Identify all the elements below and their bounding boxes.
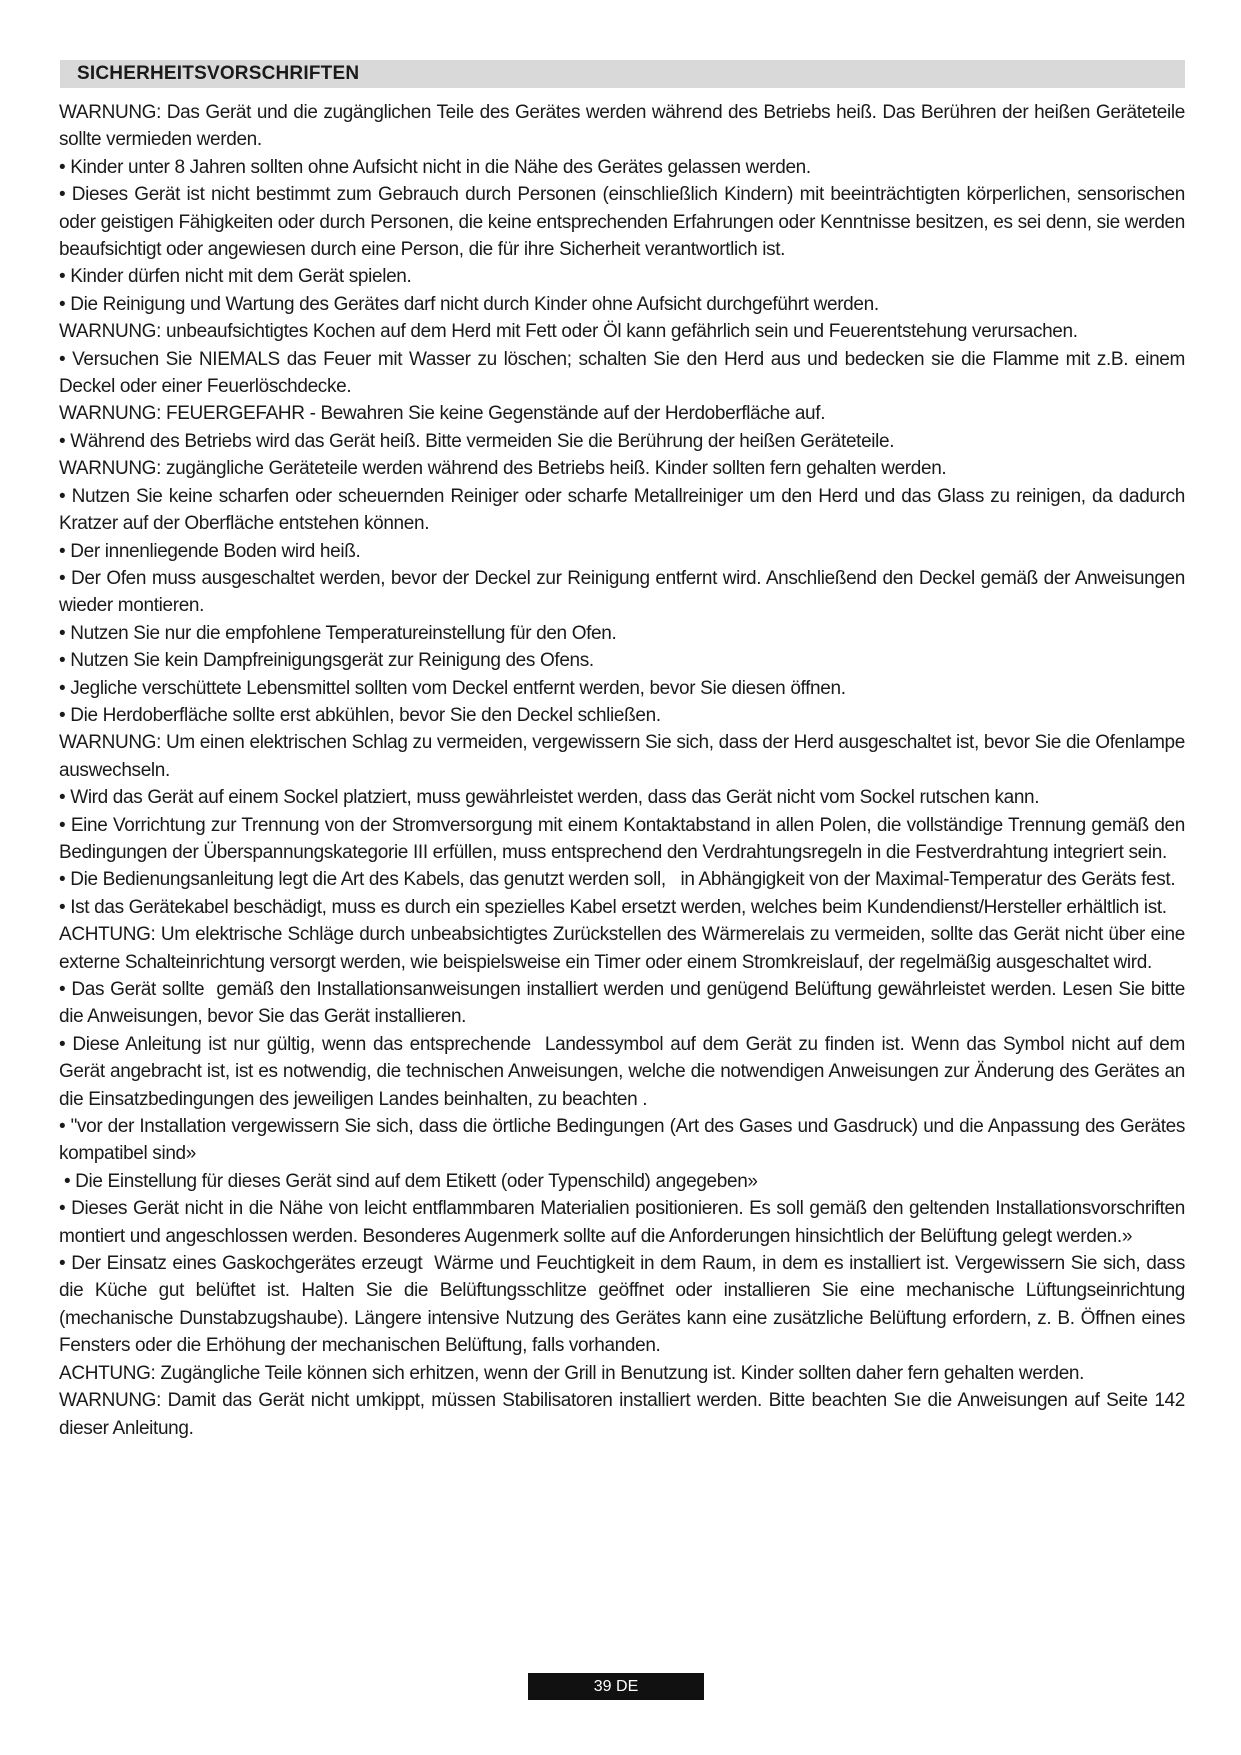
section-title: SICHERHEITSVORSCHRIFTEN	[60, 60, 1185, 88]
paragraph: • Dieses Gerät nicht in die Nähe von leicht entflammbaren Materialien positionieren. Es soll gemäß den geltenden Installationsvorschriften montiert und angeschlossen werden. Besonderes Augenmerk sollte auf die Anforderungen hinsichtlich der Belüftung gelegt werden.»	[59, 1198, 1190, 1247]
paragraph: • Die Reinigung und Wartung des Gerätes darf nicht durch Kinder ohne Aufsicht durchgeführt werden.	[59, 293, 879, 315]
paragraph: • Nutzen Sie nur die empfohlene Temperatureinstellung für den Ofen.	[59, 622, 617, 644]
paragraph: WARNUNG: Das Gerät und die zugänglichen Teile des Gerätes werden während des Betriebs heiß. Das Berühren der heißen Geräteteile sollte vermieden werden.	[59, 102, 1190, 151]
paragraph: • Nutzen Sie keine scharfen oder scheuernden Reiniger oder scharfe Metallreiniger um den Herd und das Glass zu reinigen, da dadurch Kratzer auf der Oberfläche entstehen können.	[59, 485, 1190, 535]
paragraph: WARNUNG: Damit das Gerät nicht umkippt, müssen Stabilisatoren installiert werden. Bitte beachten Sıe die Anweisungen auf Seite 142 dieser Anleitung.	[59, 1390, 1190, 1439]
paragraph: ACHTUNG: Zugängliche Teile können sich erhitzen, wenn der Grill in Benutzung ist. Kinder sollten daher fern gehalten werden.	[59, 1362, 1085, 1384]
paragraph: • Der Ofen muss ausgeschaltet werden, bevor der Deckel zur Reinigung entfernt wird. Anschließend den Deckel gemäß der Anweisungen wieder montieren.	[59, 567, 1190, 617]
paragraph: • Kinder dürfen nicht mit dem Gerät spielen.	[59, 266, 412, 288]
paragraph: • Der innenliegende Boden wird heiß.	[59, 540, 361, 562]
paragraph: • Dieses Gerät ist nicht bestimmt zum Gebrauch durch Personen (einschließlich Kindern) mit beeinträchtigten körperlichen, sensorischen oder geistigen Fähigkeiten oder durch Personen, die keine entsprechenden Erfahrungen oder Kenntnisse besitzen, es sei denn, sie werden beaufsichtigt oder angewiesen durch eine Person, die für ihre Sicherheit verantwortlich ist.	[59, 184, 1190, 261]
paragraph: • Wird das Gerät auf einem Sockel platziert, muss gewährleistet werden, dass das Gerät nicht vom Sockel rutschen kann.	[59, 787, 1040, 809]
paragraph: WARNUNG: unbeaufsichtigtes Kochen auf dem Herd mit Fett oder Öl kann gefährlich sein und Feuerentstehung verursachen.	[59, 321, 1078, 343]
paragraph: • Versuchen Sie NIEMALS das Feuer mit Wasser zu löschen; schalten Sie den Herd aus und bedecken sie die Flamme mit z.B. einem Deckel oder einer Feuerlöschdecke.	[59, 348, 1190, 398]
paragraph: • "vor der Installation vergewissern Sie sich, dass die örtliche Bedingungen (Art des Gases und Gasdruck) und die Anpassung des Gerätes kompatibel sind»	[59, 1116, 1190, 1165]
paragraph: • Nutzen Sie kein Dampfreinigungsgerät zur Reinigung des Ofens.	[59, 650, 594, 672]
paragraph: • Die Herdoberfläche sollte erst abkühlen, bevor Sie den Deckel schließen.	[59, 704, 661, 726]
paragraph: • Diese Anleitung ist nur gültig, wenn das entsprechende Landessymbol auf dem Gerät zu finden ist. Wenn das Symbol nicht auf dem Gerät angebracht ist, ist es notwendig, die technischen Anweisungen, welche die notwendigen Anweisungen zur Änderung des Gerätes an die Einsatzbedingungen des jeweiligen Landes beinhalten, zu beachten .	[59, 1033, 1190, 1110]
paragraph: • Die Bedienungsanleitung legt die Art des Kabels, das genutzt werden soll, in Abhängigkeit von der Maximal-Temperatur des Geräts fest.	[59, 869, 1176, 891]
page-number: 39 DE	[528, 1673, 704, 1700]
paragraph: WARNUNG: Um einen elektrischen Schlag zu vermeiden, vergewissern Sie sich, dass der Herd ausgeschaltet ist, bevor Sie die Ofenlampe auswechseln.	[59, 732, 1190, 781]
paragraph: WARNUNG: zugängliche Geräteteile werden während des Betriebs heiß. Kinder sollten fern gehalten werden.	[59, 458, 947, 480]
paragraph: • Das Gerät sollte gemäß den Installationsanweisungen installiert werden und genügend Belüftung gewährleistet werden. Lesen Sie bitte die Anweisungen, bevor Sie das Gerät installieren.	[59, 979, 1190, 1028]
paragraph: ACHTUNG: Um elektrische Schläge durch unbeabsichtigtes Zurückstellen des Wärmerelais zu vermeiden, sollte das Gerät nicht über eine externe Schalteinrichtung versorgt werden, wie beispielsweise ein Timer oder einem Stromkreislauf, der regelmäßig ausgeschaltet wird.	[59, 924, 1190, 973]
safety-instructions-body	[59, 99, 1190, 1442]
paragraph: • Die Einstellung für dieses Gerät sind auf dem Etikett (oder Typenschild) angegeben»	[59, 1170, 758, 1192]
paragraph: • Jegliche verschüttete Lebensmittel sollten vom Deckel entfernt werden, bevor Sie diesen öffnen.	[59, 677, 846, 699]
paragraph: • Während des Betriebs wird das Gerät heiß. Bitte vermeiden Sie die Berührung der heißen Geräteteile.	[59, 430, 895, 452]
paragraph: • Ist das Gerätekabel beschädigt, muss es durch ein spezielles Kabel ersetzt werden, welches beim Kundendienst/Hersteller erhältlich ist.	[59, 896, 1167, 918]
paragraph: • Der Einsatz eines Gaskochgerätes erzeugt Wärme und Feuchtigkeit in dem Raum, in dem es installiert ist. Vergewissern Sie sich, dass die Küche gut belüftet ist. Halten Sie die Belüftungsschlitze geöffnet oder installieren Sie eine mechanische Lüftungseinrichtung (mechanische Dunstabzugshaube). Längere intensive Nutzung des Gerätes kann eine zusätzliche Belüftung erfordern, z. B. Öffnen eines Fensters oder die Erhöhung der mechanischen Belüftung, falls vorhanden.	[59, 1253, 1190, 1357]
paragraph: WARNUNG: FEUERGEFAHR - Bewahren Sie keine Gegenstände auf der Herdoberfläche auf.	[59, 403, 826, 425]
paragraph: • Kinder unter 8 Jahren sollten ohne Aufsicht nicht in die Nähe des Gerätes gelassen werden.	[59, 156, 811, 178]
paragraph: • Eine Vorrichtung zur Trennung von der Stromversorgung mit einem Kontaktabstand in allen Polen, die vollständige Trennung gemäß den Bedingungen der Überspannungskategorie III erfüllen, muss entsprechend den Verdrahtungsregeln in die Festverdrahtung integriert sein.	[59, 814, 1190, 863]
